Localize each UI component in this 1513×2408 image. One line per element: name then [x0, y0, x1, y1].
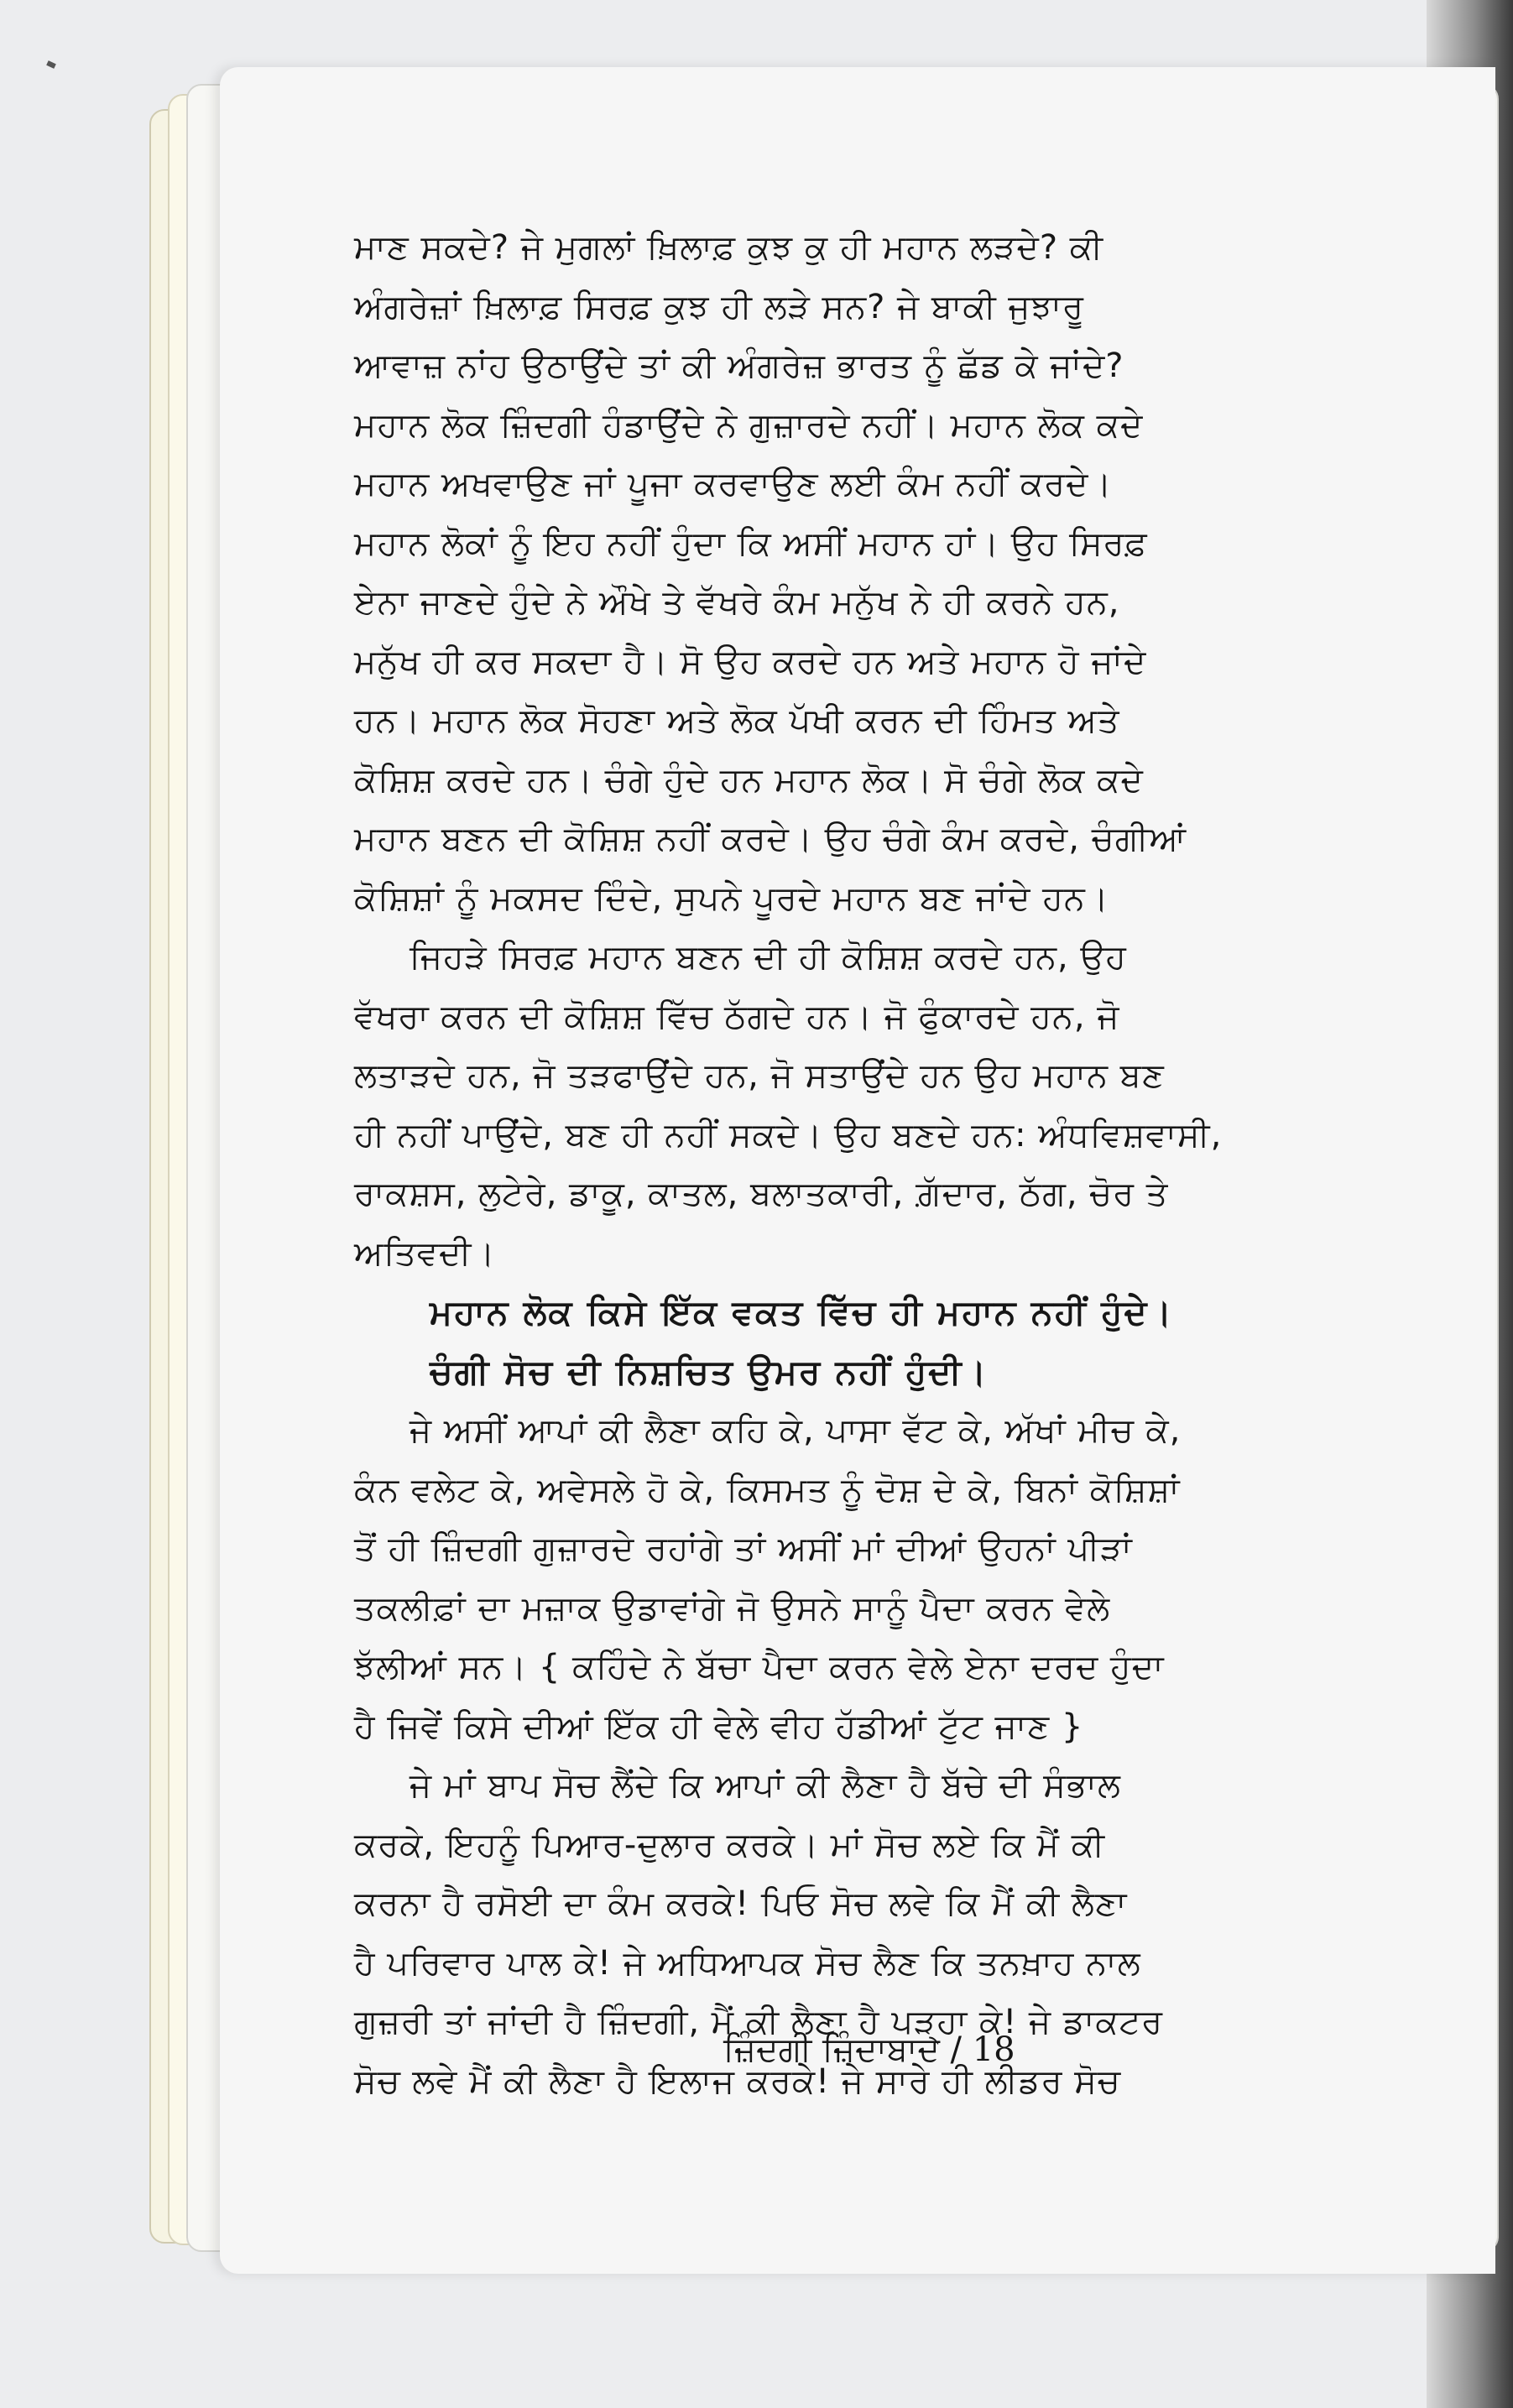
text-line: ਤਕਲੀਫ਼ਾਂ ਦਾ ਮਜ਼ਾਕ ਉਡਾਵਾਂਗੇ ਜੋ ਉਸਨੇ ਸਾਨੂੰ ਪੈਦਾ ਕਰਨ ਵੇਲੇ	[354, 1588, 1111, 1628]
book-page	[220, 67, 1495, 2274]
text-line: ਝੱਲੀਆਂ ਸਨ। { ਕਹਿੰਦੇ ਨੇ ਬੱਚਾ ਪੈਦਾ ਕਰਨ ਵੇਲੇ ਏਨਾ ਦਰਦ ਹੁੰਦਾ	[354, 1648, 1165, 1686]
text-line: ਹੈ ਜਿਵੇਂ ਕਿਸੇ ਦੀਆਂ ਇੱਕ ਹੀ ਵੇਲੇ ਵੀਹ ਹੱਡੀਆਂ ਟੁੱਟ ਜਾਣ }	[354, 1707, 1084, 1746]
text-line: ਮਾਣ ਸਕਦੇ? ਜੇ ਮੁਗਲਾਂ ਖ਼ਿਲਾਫ਼ ਕੁਝ ਕੁ ਹੀ ਮਹਾਨ ਲੜਦੇ? ਕੀ	[354, 228, 1104, 267]
paragraph-first-line: ਜੇ ਮਾਂ ਬਾਪ ਸੋਚ ਲੈਂਦੇ ਕਿ ਆਪਾਂ ਕੀ ਲੈਣਾ ਹੈ ਬੱਚੇ ਦੀ ਸੰਭਾਲ	[410, 1766, 1121, 1805]
text-line: ਵੱਖਰਾ ਕਰਨ ਦੀ ਕੋਸ਼ਿਸ਼ ਵਿੱਚ ਠੱਗਦੇ ਹਨ। ਜੋ ਫੁੰਕਾਰਦੇ ਹਨ, ਜੋ	[354, 997, 1120, 1036]
footer-book-title: ਜ਼ਿੰਦਗੀ ਜ਼ਿੰਦਾਬਾਦ	[723, 2030, 940, 2069]
text-line: ਅੰਗਰੇਜ਼ਾਂ ਖ਼ਿਲਾਫ਼ ਸਿਰਫ਼ ਕੁਝ ਹੀ ਲੜੇ ਸਨ? ਜੇ ਬਾਕੀ ਜੁਝਾਰੂ	[354, 287, 1084, 326]
text-line: ਸੋਚ ਲਵੇ ਮੈਂ ਕੀ ਲੈਣਾ ਹੈ ਇਲਾਜ ਕਰਕੇ! ਜੇ ਸਾਰੇ ਹੀ ਲੀਡਰ ਸੋਚ	[354, 2061, 1121, 2101]
page-footer	[723, 2030, 1015, 2069]
footer-separator: /	[950, 2030, 962, 2069]
paragraph-first-line: ਜਿਹੜੇ ਸਿਰਫ਼ ਮਹਾਨ ਬਣਨ ਦੀ ਹੀ ਕੋਸ਼ਿਸ਼ ਕਰਦੇ ਹਨ, ਉਹ	[410, 938, 1127, 977]
text-line: ਮਹਾਨ ਅਖਵਾਉਣ ਜਾਂ ਪੂਜਾ ਕਰਵਾਉਣ ਲਈ ਕੰਮ ਨਹੀਂ ਕਰਦੇ।	[354, 465, 1113, 503]
text-line: ਹਨ। ਮਹਾਨ ਲੋਕ ਸੋਹਣਾ ਅਤੇ ਲੋਕ ਪੱਖੀ ਕਰਨ ਦੀ ਹਿੰਮਤ ਅਤੇ	[354, 701, 1120, 740]
text-line: ਰਾਕਸ਼ਸ, ਲੁਟੇਰੇ, ਡਾਕੂ, ਕਾਤਲ, ਬਲਾਤਕਾਰੀ, ਗ਼ੱਦਾਰ, ਠੱਗ, ਚੋਰ ਤੇ	[354, 1175, 1169, 1213]
text-line: ਅਤਿਵਦੀ।	[354, 1233, 496, 1273]
text-line: ਮਹਾਨ ਲੋਕਾਂ ਨੂੰ ਇਹ ਨਹੀਂ ਹੁੰਦਾ ਕਿ ਅਸੀਂ ਮਹਾਨ ਹਾਂ। ਉਹ ਸਿਰਫ਼	[354, 524, 1148, 563]
text-line: ਆਵਾਜ਼ ਨਾਂਹ ਉਠਾਉਂਦੇ ਤਾਂ ਕੀ ਅੰਗਰੇਜ਼ ਭਾਰਤ ਨੂੰ ਛੱਡ ਕੇ ਜਾਂਦੇ?	[354, 347, 1124, 385]
text-line: ਮਹਾਨ ਲੋਕ ਜ਼ਿੰਦਗੀ ਹੰਡਾਉਂਦੇ ਨੇ ਗੁਜ਼ਾਰਦੇ ਨਹੀਂ। ਮਹਾਨ ਲੋਕ ਕਦੇ	[354, 405, 1144, 445]
text-line: ਮਹਾਨ ਬਣਨ ਦੀ ਕੋਸ਼ਿਸ਼ ਨਹੀਂ ਕਰਦੇ। ਉਹ ਚੰਗੇ ਕੰਮ ਕਰਦੇ, ਚੰਗੀਆਂ	[354, 820, 1187, 858]
text-line: ਤੋਂ ਹੀ ਜ਼ਿੰਦਗੀ ਗੁਜ਼ਾਰਦੇ ਰਹਾਂਗੇ ਤਾਂ ਅਸੀਂ ਮਾਂ ਦੀਆਂ ਉਹਨਾਂ ਪੀੜਾਂ	[354, 1530, 1133, 1568]
paragraph-first-line: ਜੇ ਅਸੀਂ ਆਪਾਂ ਕੀ ਲੈਣਾ ਕਹਿ ਕੇ, ਪਾਸਾ ਵੱਟ ਕੇ, ਅੱਖਾਂ ਮੀਚ ਕੇ,	[410, 1411, 1182, 1450]
emphasis-quote-line: ਮਹਾਨ ਲੋਕ ਕਿਸੇ ਇੱਕ ਵਕਤ ਵਿੱਚ ਹੀ ਮਹਾਨ ਨਹੀਂ ਹੁੰਦੇ।	[430, 1292, 1174, 1332]
emphasis-quote-line: ਚੰਗੀ ਸੋਚ ਦੀ ਨਿਸ਼ਚਿਤ ਉਮਰ ਨਹੀਂ ਹੁੰਦੀ।	[430, 1351, 989, 1392]
text-line: ਏਨਾ ਜਾਣਦੇ ਹੁੰਦੇ ਨੇ ਔਖੇ ਤੇ ਵੱਖਰੇ ਕੰਮ ਮਨੁੱਖ ਨੇ ਹੀ ਕਰਨੇ ਹਨ,	[354, 583, 1120, 622]
text-line: ਕਰਨਾ ਹੈ ਰਸੋਈ ਦਾ ਕੰਮ ਕਰਕੇ! ਪਿਓ ਸੋਚ ਲਵੇ ਕਿ ਮੈਂ ਕੀ ਲੈਣਾ	[354, 1884, 1128, 1923]
page-number: 18	[972, 2030, 1015, 2069]
text-line: ਕੋਸ਼ਿਸ਼ ਕਰਦੇ ਹਨ। ਚੰਗੇ ਹੁੰਦੇ ਹਨ ਮਹਾਨ ਲੋਕ। ਸੋ ਚੰਗੇ ਲੋਕ ਕਦੇ	[354, 760, 1144, 800]
text-line: ਹੈ ਪਰਿਵਾਰ ਪਾਲ ਕੇ! ਜੇ ਅਧਿਆਪਕ ਸੋਚ ਲੈਣ ਕਿ ਤਨਖ਼ਾਹ ਨਾਲ	[354, 1943, 1141, 1983]
text-line: ਗੁਜ਼ਰੀ ਤਾਂ ਜਾਂਦੀ ਹੈ ਜ਼ਿੰਦਗੀ, ਮੈਂ ਕੀ ਲੈਣਾ ਹੈ ਪੜ੍ਹਾ ਕੇ! ਜੇ ਡਾਕਟਰ	[354, 2003, 1164, 2041]
text-line: ਹੀ ਨਹੀਂ ਪਾਉਂਦੇ, ਬਣ ਹੀ ਨਹੀਂ ਸਕਦੇ। ਉਹ ਬਣਦੇ ਹਨ: ਅੰਧਵਿਸ਼ਵਾਸੀ,	[354, 1115, 1223, 1154]
speck-mark	[46, 60, 56, 69]
text-line: ਕਰਕੇ, ਇਹਨੂੰ ਪਿਆਰ-ਦੁਲਾਰ ਕਰਕੇ। ਮਾਂ ਸੋਚ ਲਏ ਕਿ ਮੈਂ ਕੀ	[354, 1825, 1106, 1864]
text-line: ਲਤਾੜਦੇ ਹਨ, ਜੋ ਤੜਫਾਉਂਦੇ ਹਨ, ਜੋ ਸਤਾਉਂਦੇ ਹਨ ਉਹ ਮਹਾਨ ਬਣ	[354, 1056, 1165, 1095]
text-line: ਮਨੁੱਖ ਹੀ ਕਰ ਸਕਦਾ ਹੈ। ਸੋ ਉਹ ਕਰਦੇ ਹਨ ਅਤੇ ਮਹਾਨ ਹੋ ਜਾਂਦੇ	[354, 642, 1147, 681]
text-line: ਕੰਨ ਵਲੇਟ ਕੇ, ਅਵੇਸਲੇ ਹੋ ਕੇ, ਕਿਸਮਤ ਨੂੰ ਦੋਸ਼ ਦੇ ਕੇ, ਬਿਨਾਂ ਕੋਸ਼ਿਸ਼ਾਂ	[354, 1470, 1181, 1509]
text-line: ਕੋਸ਼ਿਸ਼ਾਂ ਨੂੰ ਮਕਸਦ ਦਿੰਦੇ, ਸੁਪਨੇ ਪੂਰਦੇ ਮਹਾਨ ਬਣ ਜਾਂਦੇ ਹਨ।	[354, 878, 1109, 918]
